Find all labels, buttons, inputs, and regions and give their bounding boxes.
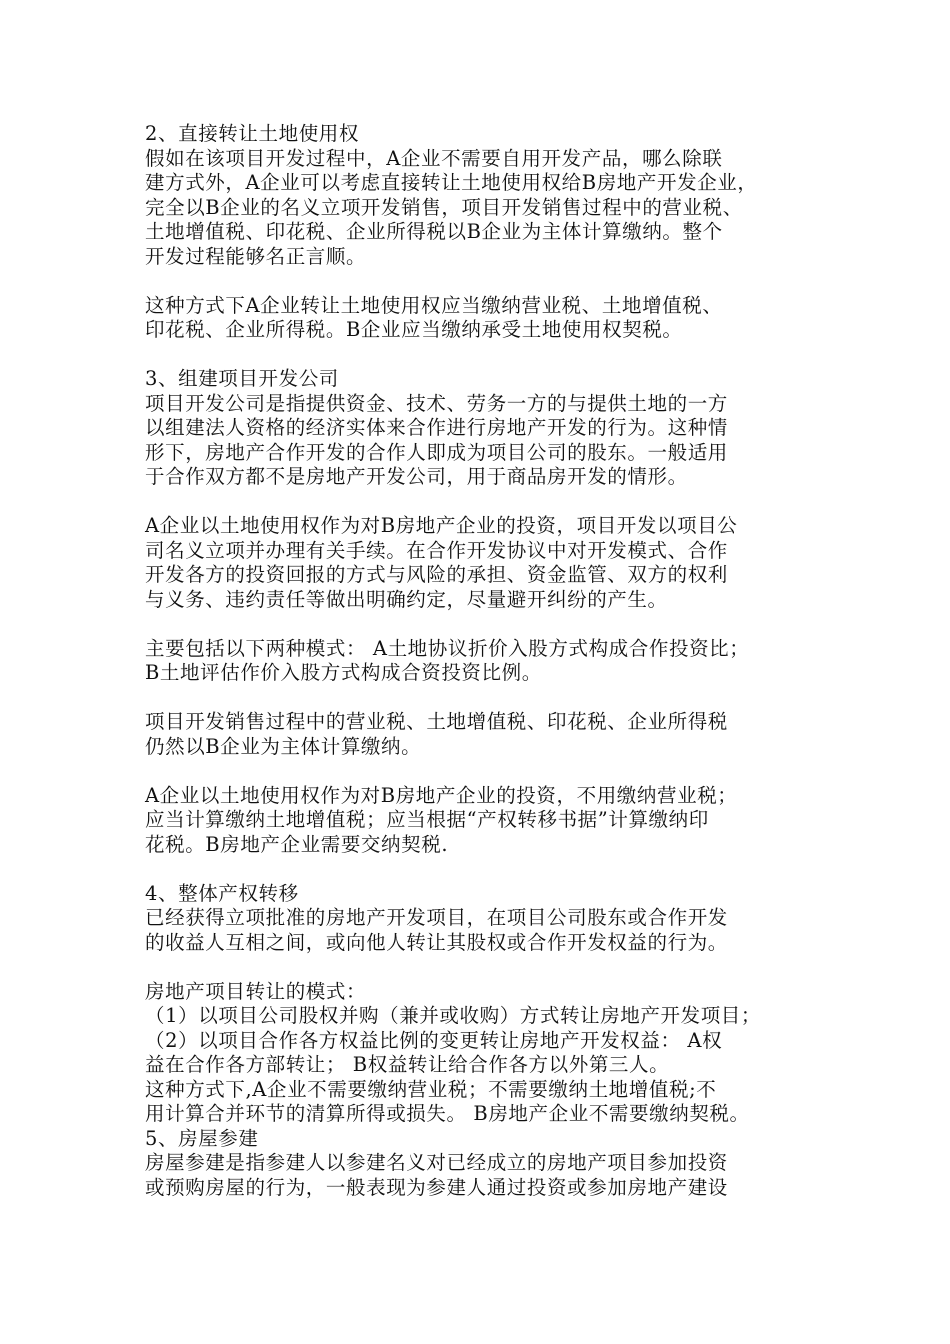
text-line: 形下，房地产合作开发的合作人即成为项目公司的股东。一般适用 bbox=[145, 440, 728, 464]
paragraph bbox=[145, 710, 815, 759]
paragraph bbox=[145, 882, 815, 956]
text-line: 3、组建项目开发公司 bbox=[145, 367, 339, 390]
text-line: 完全以B企业的名义立项开发销售，项目开发销售过程中的营业税、 bbox=[145, 195, 743, 219]
paragraph-gap bbox=[145, 343, 815, 368]
text-line: 开发过程能够名正言顺。 bbox=[145, 244, 367, 268]
text-line: 4、整体产权转移 bbox=[145, 881, 299, 905]
text-line: 2、直接转让土地使用权 bbox=[145, 122, 360, 145]
paragraph-gap bbox=[145, 955, 815, 980]
text-line: A企业以土地使用权作为对B房地产企业的投资，不用缴纳营业税； bbox=[145, 783, 738, 807]
text-line: 的收益人互相之间，或向他人转让其股权或合作开发权益的行为。 bbox=[145, 930, 728, 954]
paragraph bbox=[145, 294, 815, 343]
text-line: 以组建法人资格的经济实体来合作进行房地产开发的行为。这种情 bbox=[145, 416, 728, 439]
paragraph bbox=[145, 980, 815, 1201]
text-line: B土地评估作价入股方式构成合资投资比例。 bbox=[145, 661, 542, 684]
text-line: 于合作双方都不是房地产开发公司，用于商品房开发的情形。 bbox=[145, 465, 688, 488]
paragraph-gap bbox=[145, 612, 815, 637]
text-line: 主要包括以下两种模式： A土地协议折价入股方式构成合作投资比； bbox=[145, 636, 750, 660]
paragraph bbox=[145, 637, 815, 686]
text-line: 开发各方的投资回报的方式与风险的承担、资金监管、双方的权利 bbox=[145, 563, 728, 586]
text-line: 仍然以B企业为主体计算缴纳。 bbox=[145, 734, 422, 758]
paragraph bbox=[145, 784, 815, 858]
paragraph-gap bbox=[145, 269, 815, 294]
paragraph-gap bbox=[145, 490, 815, 515]
text-line: 用计算合并环节的清算所得或损失。 B房地产企业不需要缴纳契税。 bbox=[145, 1102, 750, 1125]
text-line: 房地产项目转让的模式： bbox=[145, 979, 367, 1003]
text-line: 司名义立项并办理有关手续。在合作开发协议中对开发模式、合作 bbox=[145, 538, 728, 562]
text-line: 项目开发销售过程中的营业税、土地增值税、印花税、企业所得税 bbox=[145, 710, 728, 733]
text-line: 项目开发公司是指提供资金、技术、劳务一方的与提供土地的一方 bbox=[145, 391, 728, 415]
paragraph-gap bbox=[145, 759, 815, 784]
text-line: 应当计算缴纳土地增值税；应当根据“产权转移书据”计算缴纳印 bbox=[145, 808, 709, 831]
text-line: （2）以项目合作各方权益比例的变更转让房地产开发权益： A权 bbox=[145, 1028, 723, 1052]
text-line: 建方式外，A企业可以考虑直接转让土地使用权给B房地产开发企业， bbox=[145, 171, 758, 194]
text-line: 假如在该项目开发过程中，A企业不需要自用开发产品，哪么除联 bbox=[145, 146, 723, 170]
text-line: 已经获得立项批准的房地产开发项目，在项目公司股东或合作开发 bbox=[145, 906, 728, 929]
text-line: A企业以土地使用权作为对B房地产企业的投资，项目开发以项目公 bbox=[145, 514, 738, 537]
text-line: 房屋参建是指参建人以参建名义对已经成立的房地产项目参加投资 bbox=[145, 1151, 728, 1174]
paragraph bbox=[145, 122, 815, 269]
paragraph-gap bbox=[145, 857, 815, 882]
text-line: 这种方式下A企业转让土地使用权应当缴纳营业税、土地增值税、 bbox=[145, 293, 723, 317]
text-line: 这种方式下,A企业不需要缴纳营业税；不需要缴纳土地增值税;不 bbox=[145, 1077, 717, 1101]
text-line: 印花税、企业所得税。B企业应当缴纳承受土地使用权契税。 bbox=[145, 318, 683, 341]
text-line: 花税。B房地产企业需要交纳契税. bbox=[145, 832, 449, 856]
text-line: （1）以项目公司股权并购（兼并或收购）方式转让房地产开发项目； bbox=[145, 1004, 762, 1027]
paragraph bbox=[145, 514, 815, 612]
text-line: 益在合作各方部转让； B权益转让给合作各方以外第三人。 bbox=[145, 1053, 670, 1076]
paragraph bbox=[145, 367, 815, 490]
document-body bbox=[145, 122, 815, 1200]
text-line: 土地增值税、印花税、企业所得税以B企业为主体计算缴纳。整个 bbox=[145, 220, 723, 243]
text-line: 与义务、违约责任等做出明确约定，尽量避开纠纷的产生。 bbox=[145, 587, 668, 611]
text-line: 或预购房屋的行为，一般表现为参建人通过投资或参加房地产建设 bbox=[145, 1175, 728, 1199]
paragraph-gap bbox=[145, 686, 815, 711]
text-line: 5、房屋参建 bbox=[145, 1126, 259, 1150]
